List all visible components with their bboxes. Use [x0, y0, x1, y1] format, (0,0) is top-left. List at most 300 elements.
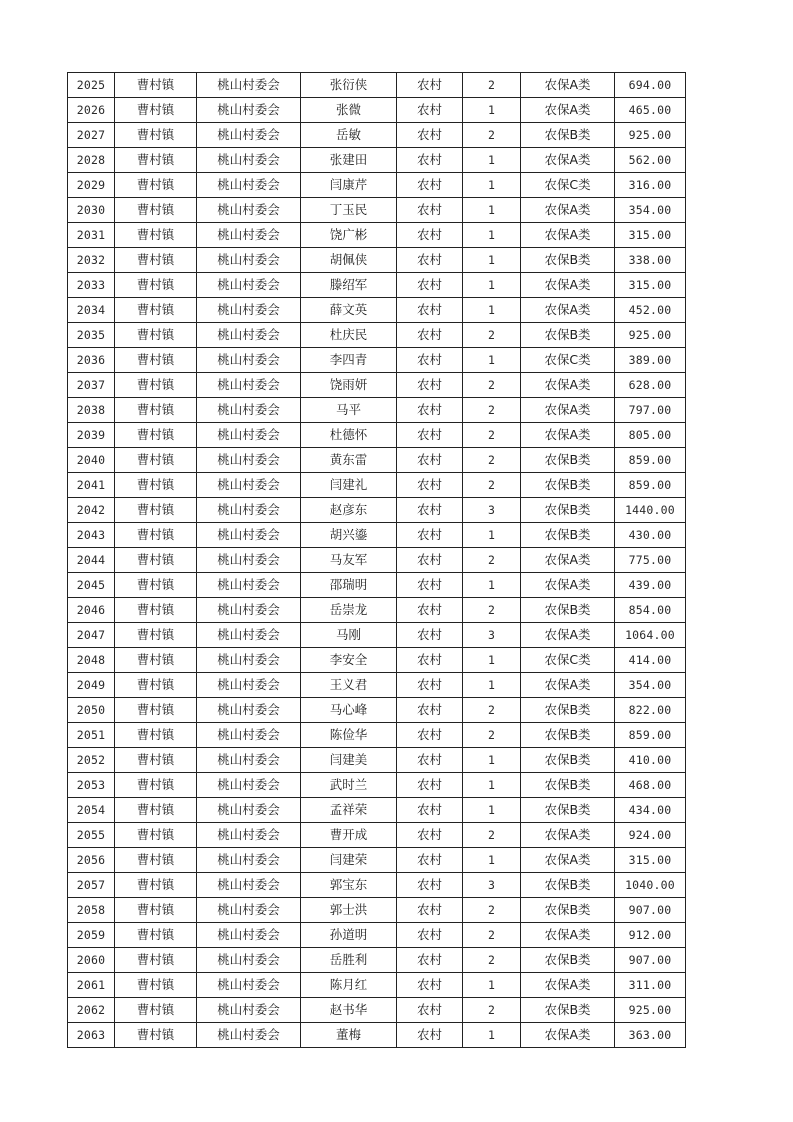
cell-count: 2 [463, 373, 521, 398]
cell-amount: 1040.00 [615, 873, 686, 898]
table-row [68, 198, 686, 223]
cell-amount: 354.00 [615, 198, 686, 223]
cell-type: 农村 [397, 873, 463, 898]
cell-id: 2051 [68, 723, 115, 748]
cell-category: 农保A类 [521, 298, 615, 323]
cell-town: 曹村镇 [115, 873, 197, 898]
cell-id: 2036 [68, 348, 115, 373]
table-row [68, 948, 686, 973]
cell-committee: 桃山村委会 [197, 148, 301, 173]
cell-town: 曹村镇 [115, 198, 197, 223]
cell-name: 邵瑞明 [301, 573, 397, 598]
cell-name: 张微 [301, 98, 397, 123]
cell-count: 2 [463, 398, 521, 423]
cell-amount: 315.00 [615, 223, 686, 248]
cell-type: 农村 [397, 223, 463, 248]
cell-category: 农保A类 [521, 848, 615, 873]
table-row [68, 348, 686, 373]
cell-amount: 414.00 [615, 648, 686, 673]
cell-count: 2 [463, 423, 521, 448]
cell-committee: 桃山村委会 [197, 998, 301, 1023]
cell-id: 2043 [68, 523, 115, 548]
cell-amount: 468.00 [615, 773, 686, 798]
cell-type: 农村 [397, 548, 463, 573]
cell-amount: 354.00 [615, 673, 686, 698]
cell-town: 曹村镇 [115, 373, 197, 398]
cell-name: 马平 [301, 398, 397, 423]
cell-count: 1 [463, 173, 521, 198]
cell-count: 2 [463, 323, 521, 348]
cell-committee: 桃山村委会 [197, 673, 301, 698]
cell-committee: 桃山村委会 [197, 423, 301, 448]
cell-committee: 桃山村委会 [197, 873, 301, 898]
cell-town: 曹村镇 [115, 823, 197, 848]
cell-committee: 桃山村委会 [197, 923, 301, 948]
cell-category: 农保B类 [521, 798, 615, 823]
cell-count: 1 [463, 98, 521, 123]
cell-name: 张建田 [301, 148, 397, 173]
cell-type: 农村 [397, 298, 463, 323]
cell-category: 农保B类 [521, 723, 615, 748]
cell-town: 曹村镇 [115, 673, 197, 698]
cell-category: 农保B类 [521, 473, 615, 498]
cell-count: 2 [463, 123, 521, 148]
cell-name: 闫建礼 [301, 473, 397, 498]
cell-count: 2 [463, 548, 521, 573]
cell-name: 郭士洪 [301, 898, 397, 923]
cell-category: 农保A类 [521, 923, 615, 948]
cell-amount: 363.00 [615, 1023, 686, 1048]
cell-name: 郭宝东 [301, 873, 397, 898]
cell-category: 农保A类 [521, 973, 615, 998]
cell-amount: 1440.00 [615, 498, 686, 523]
cell-amount: 775.00 [615, 548, 686, 573]
cell-amount: 1064.00 [615, 623, 686, 648]
cell-amount: 859.00 [615, 473, 686, 498]
cell-count: 1 [463, 798, 521, 823]
table-row [68, 73, 686, 98]
cell-type: 农村 [397, 973, 463, 998]
cell-committee: 桃山村委会 [197, 523, 301, 548]
cell-type: 农村 [397, 773, 463, 798]
cell-category: 农保A类 [521, 573, 615, 598]
cell-type: 农村 [397, 698, 463, 723]
table-row [68, 998, 686, 1023]
cell-town: 曹村镇 [115, 848, 197, 873]
cell-town: 曹村镇 [115, 1023, 197, 1048]
cell-name: 赵彦东 [301, 498, 397, 523]
cell-category: 农保A类 [521, 373, 615, 398]
cell-name: 马友军 [301, 548, 397, 573]
cell-count: 1 [463, 523, 521, 548]
cell-town: 曹村镇 [115, 398, 197, 423]
cell-name: 岳敏 [301, 123, 397, 148]
cell-town: 曹村镇 [115, 223, 197, 248]
table-row [68, 248, 686, 273]
cell-type: 农村 [397, 648, 463, 673]
cell-type: 农村 [397, 498, 463, 523]
cell-count: 2 [463, 948, 521, 973]
cell-amount: 439.00 [615, 573, 686, 598]
cell-id: 2042 [68, 498, 115, 523]
cell-amount: 912.00 [615, 923, 686, 948]
cell-id: 2054 [68, 798, 115, 823]
cell-committee: 桃山村委会 [197, 298, 301, 323]
cell-town: 曹村镇 [115, 998, 197, 1023]
table-row [68, 273, 686, 298]
cell-count: 1 [463, 248, 521, 273]
cell-category: 农保B类 [521, 948, 615, 973]
cell-count: 1 [463, 748, 521, 773]
cell-name: 闫建美 [301, 748, 397, 773]
cell-town: 曹村镇 [115, 523, 197, 548]
cell-amount: 316.00 [615, 173, 686, 198]
table-row [68, 773, 686, 798]
cell-amount: 452.00 [615, 298, 686, 323]
table-row [68, 723, 686, 748]
cell-name: 陈月红 [301, 973, 397, 998]
cell-id: 2052 [68, 748, 115, 773]
cell-count: 3 [463, 623, 521, 648]
cell-town: 曹村镇 [115, 898, 197, 923]
cell-amount: 907.00 [615, 898, 686, 923]
cell-id: 2060 [68, 948, 115, 973]
cell-amount: 925.00 [615, 998, 686, 1023]
cell-committee: 桃山村委会 [197, 698, 301, 723]
cell-town: 曹村镇 [115, 923, 197, 948]
cell-type: 农村 [397, 373, 463, 398]
table-row [68, 598, 686, 623]
cell-category: 农保A类 [521, 623, 615, 648]
cell-name: 丁玉民 [301, 198, 397, 223]
cell-type: 农村 [397, 723, 463, 748]
cell-category: 农保B类 [521, 873, 615, 898]
table-row [68, 323, 686, 348]
cell-count: 1 [463, 648, 521, 673]
cell-type: 农村 [397, 598, 463, 623]
cell-name: 李安全 [301, 648, 397, 673]
cell-name: 陈俭华 [301, 723, 397, 748]
cell-town: 曹村镇 [115, 973, 197, 998]
cell-type: 农村 [397, 348, 463, 373]
cell-id: 2026 [68, 98, 115, 123]
cell-committee: 桃山村委会 [197, 973, 301, 998]
cell-committee: 桃山村委会 [197, 1023, 301, 1048]
cell-town: 曹村镇 [115, 448, 197, 473]
cell-type: 农村 [397, 473, 463, 498]
cell-name: 岳胜利 [301, 948, 397, 973]
cell-name: 马刚 [301, 623, 397, 648]
table-row [68, 498, 686, 523]
cell-committee: 桃山村委会 [197, 748, 301, 773]
cell-town: 曹村镇 [115, 348, 197, 373]
cell-count: 3 [463, 498, 521, 523]
cell-type: 农村 [397, 898, 463, 923]
cell-id: 2050 [68, 698, 115, 723]
cell-category: 农保B类 [521, 598, 615, 623]
cell-amount: 389.00 [615, 348, 686, 373]
cell-id: 2030 [68, 198, 115, 223]
cell-id: 2056 [68, 848, 115, 873]
cell-amount: 854.00 [615, 598, 686, 623]
cell-category: 农保A类 [521, 273, 615, 298]
cell-id: 2062 [68, 998, 115, 1023]
cell-type: 农村 [397, 573, 463, 598]
cell-town: 曹村镇 [115, 248, 197, 273]
allowance-table-container [67, 72, 685, 1048]
cell-committee: 桃山村委会 [197, 573, 301, 598]
table-row [68, 923, 686, 948]
table-row [68, 373, 686, 398]
cell-amount: 924.00 [615, 823, 686, 848]
cell-committee: 桃山村委会 [197, 273, 301, 298]
cell-id: 2049 [68, 673, 115, 698]
cell-id: 2041 [68, 473, 115, 498]
cell-name: 饶广彬 [301, 223, 397, 248]
cell-committee: 桃山村委会 [197, 723, 301, 748]
cell-town: 曹村镇 [115, 948, 197, 973]
table-row [68, 148, 686, 173]
cell-category: 农保B类 [521, 248, 615, 273]
cell-type: 农村 [397, 423, 463, 448]
cell-town: 曹村镇 [115, 648, 197, 673]
cell-committee: 桃山村委会 [197, 598, 301, 623]
cell-id: 2057 [68, 873, 115, 898]
cell-name: 董梅 [301, 1023, 397, 1048]
cell-count: 1 [463, 1023, 521, 1048]
cell-type: 农村 [397, 398, 463, 423]
cell-id: 2038 [68, 398, 115, 423]
cell-committee: 桃山村委会 [197, 323, 301, 348]
cell-id: 2029 [68, 173, 115, 198]
cell-id: 2037 [68, 373, 115, 398]
cell-count: 2 [463, 823, 521, 848]
cell-amount: 465.00 [615, 98, 686, 123]
cell-town: 曹村镇 [115, 698, 197, 723]
cell-category: 农保A类 [521, 98, 615, 123]
cell-amount: 694.00 [615, 73, 686, 98]
cell-count: 2 [463, 698, 521, 723]
cell-count: 2 [463, 998, 521, 1023]
cell-id: 2053 [68, 773, 115, 798]
cell-type: 农村 [397, 448, 463, 473]
cell-type: 农村 [397, 323, 463, 348]
cell-id: 2027 [68, 123, 115, 148]
cell-name: 岳崇龙 [301, 598, 397, 623]
cell-town: 曹村镇 [115, 723, 197, 748]
cell-town: 曹村镇 [115, 173, 197, 198]
table-row [68, 873, 686, 898]
cell-town: 曹村镇 [115, 748, 197, 773]
cell-town: 曹村镇 [115, 798, 197, 823]
cell-category: 农保B类 [521, 123, 615, 148]
cell-category: 农保A类 [521, 823, 615, 848]
cell-count: 2 [463, 473, 521, 498]
cell-category: 农保B类 [521, 998, 615, 1023]
cell-committee: 桃山村委会 [197, 373, 301, 398]
cell-amount: 805.00 [615, 423, 686, 448]
cell-category: 农保A类 [521, 73, 615, 98]
cell-category: 农保B类 [521, 698, 615, 723]
cell-count: 1 [463, 673, 521, 698]
cell-amount: 315.00 [615, 273, 686, 298]
cell-id: 2055 [68, 823, 115, 848]
table-row [68, 223, 686, 248]
cell-id: 2045 [68, 573, 115, 598]
cell-committee: 桃山村委会 [197, 648, 301, 673]
cell-category: 农保A类 [521, 423, 615, 448]
table-row [68, 798, 686, 823]
cell-category: 农保B类 [521, 773, 615, 798]
cell-id: 2047 [68, 623, 115, 648]
cell-town: 曹村镇 [115, 773, 197, 798]
cell-amount: 434.00 [615, 798, 686, 823]
cell-type: 农村 [397, 198, 463, 223]
cell-name: 武时兰 [301, 773, 397, 798]
cell-amount: 562.00 [615, 148, 686, 173]
cell-amount: 410.00 [615, 748, 686, 773]
cell-amount: 822.00 [615, 698, 686, 723]
table-row [68, 448, 686, 473]
cell-amount: 859.00 [615, 723, 686, 748]
cell-town: 曹村镇 [115, 323, 197, 348]
cell-type: 农村 [397, 123, 463, 148]
cell-count: 2 [463, 723, 521, 748]
cell-count: 1 [463, 273, 521, 298]
cell-type: 农村 [397, 923, 463, 948]
cell-town: 曹村镇 [115, 498, 197, 523]
cell-type: 农村 [397, 948, 463, 973]
cell-committee: 桃山村委会 [197, 623, 301, 648]
cell-town: 曹村镇 [115, 298, 197, 323]
table-row [68, 823, 686, 848]
cell-id: 2025 [68, 73, 115, 98]
cell-count: 1 [463, 973, 521, 998]
cell-town: 曹村镇 [115, 123, 197, 148]
cell-committee: 桃山村委会 [197, 448, 301, 473]
cell-committee: 桃山村委会 [197, 798, 301, 823]
cell-amount: 907.00 [615, 948, 686, 973]
cell-committee: 桃山村委会 [197, 248, 301, 273]
cell-category: 农保A类 [521, 148, 615, 173]
cell-town: 曹村镇 [115, 423, 197, 448]
cell-committee: 桃山村委会 [197, 823, 301, 848]
cell-amount: 797.00 [615, 398, 686, 423]
cell-count: 2 [463, 923, 521, 948]
cell-town: 曹村镇 [115, 473, 197, 498]
cell-name: 孟祥荣 [301, 798, 397, 823]
table-row [68, 548, 686, 573]
cell-committee: 桃山村委会 [197, 223, 301, 248]
cell-id: 2032 [68, 248, 115, 273]
table-row [68, 898, 686, 923]
cell-category: 农保C类 [521, 648, 615, 673]
cell-type: 农村 [397, 823, 463, 848]
cell-type: 农村 [397, 148, 463, 173]
cell-committee: 桃山村委会 [197, 548, 301, 573]
cell-count: 1 [463, 573, 521, 598]
cell-amount: 338.00 [615, 248, 686, 273]
cell-category: 农保B类 [521, 523, 615, 548]
cell-amount: 315.00 [615, 848, 686, 873]
cell-name: 黄东雷 [301, 448, 397, 473]
cell-town: 曹村镇 [115, 273, 197, 298]
cell-id: 2034 [68, 298, 115, 323]
cell-name: 滕绍军 [301, 273, 397, 298]
cell-count: 1 [463, 773, 521, 798]
cell-committee: 桃山村委会 [197, 898, 301, 923]
cell-name: 李四青 [301, 348, 397, 373]
cell-name: 马心峰 [301, 698, 397, 723]
cell-name: 杜庆民 [301, 323, 397, 348]
allowance-table [67, 72, 686, 1048]
cell-name: 杜德怀 [301, 423, 397, 448]
cell-amount: 311.00 [615, 973, 686, 998]
cell-name: 胡佩侠 [301, 248, 397, 273]
cell-category: 农保A类 [521, 673, 615, 698]
table-body [68, 73, 686, 1048]
cell-town: 曹村镇 [115, 148, 197, 173]
table-row [68, 473, 686, 498]
cell-category: 农保A类 [521, 223, 615, 248]
cell-committee: 桃山村委会 [197, 498, 301, 523]
cell-id: 2035 [68, 323, 115, 348]
cell-committee: 桃山村委会 [197, 848, 301, 873]
cell-town: 曹村镇 [115, 598, 197, 623]
cell-type: 农村 [397, 173, 463, 198]
cell-committee: 桃山村委会 [197, 123, 301, 148]
cell-committee: 桃山村委会 [197, 198, 301, 223]
cell-town: 曹村镇 [115, 98, 197, 123]
cell-amount: 628.00 [615, 373, 686, 398]
cell-type: 农村 [397, 98, 463, 123]
cell-name: 孙道明 [301, 923, 397, 948]
table-row [68, 973, 686, 998]
cell-count: 1 [463, 348, 521, 373]
table-row [68, 98, 686, 123]
cell-count: 2 [463, 448, 521, 473]
cell-name: 曹开成 [301, 823, 397, 848]
cell-committee: 桃山村委会 [197, 73, 301, 98]
cell-id: 2039 [68, 423, 115, 448]
cell-committee: 桃山村委会 [197, 948, 301, 973]
cell-name: 饶雨妍 [301, 373, 397, 398]
table-row [68, 748, 686, 773]
cell-category: 农保B类 [521, 448, 615, 473]
cell-type: 农村 [397, 1023, 463, 1048]
cell-category: 农保A类 [521, 1023, 615, 1048]
cell-type: 农村 [397, 523, 463, 548]
cell-category: 农保C类 [521, 173, 615, 198]
cell-type: 农村 [397, 673, 463, 698]
cell-type: 农村 [397, 73, 463, 98]
cell-category: 农保A类 [521, 398, 615, 423]
cell-category: 农保B类 [521, 898, 615, 923]
cell-type: 农村 [397, 623, 463, 648]
cell-count: 1 [463, 298, 521, 323]
cell-category: 农保B类 [521, 748, 615, 773]
cell-name: 赵书华 [301, 998, 397, 1023]
cell-committee: 桃山村委会 [197, 398, 301, 423]
cell-id: 2048 [68, 648, 115, 673]
cell-id: 2040 [68, 448, 115, 473]
cell-type: 农村 [397, 998, 463, 1023]
table-row [68, 673, 686, 698]
cell-name: 胡兴鎏 [301, 523, 397, 548]
cell-id: 2044 [68, 548, 115, 573]
table-row [68, 698, 686, 723]
cell-type: 农村 [397, 798, 463, 823]
